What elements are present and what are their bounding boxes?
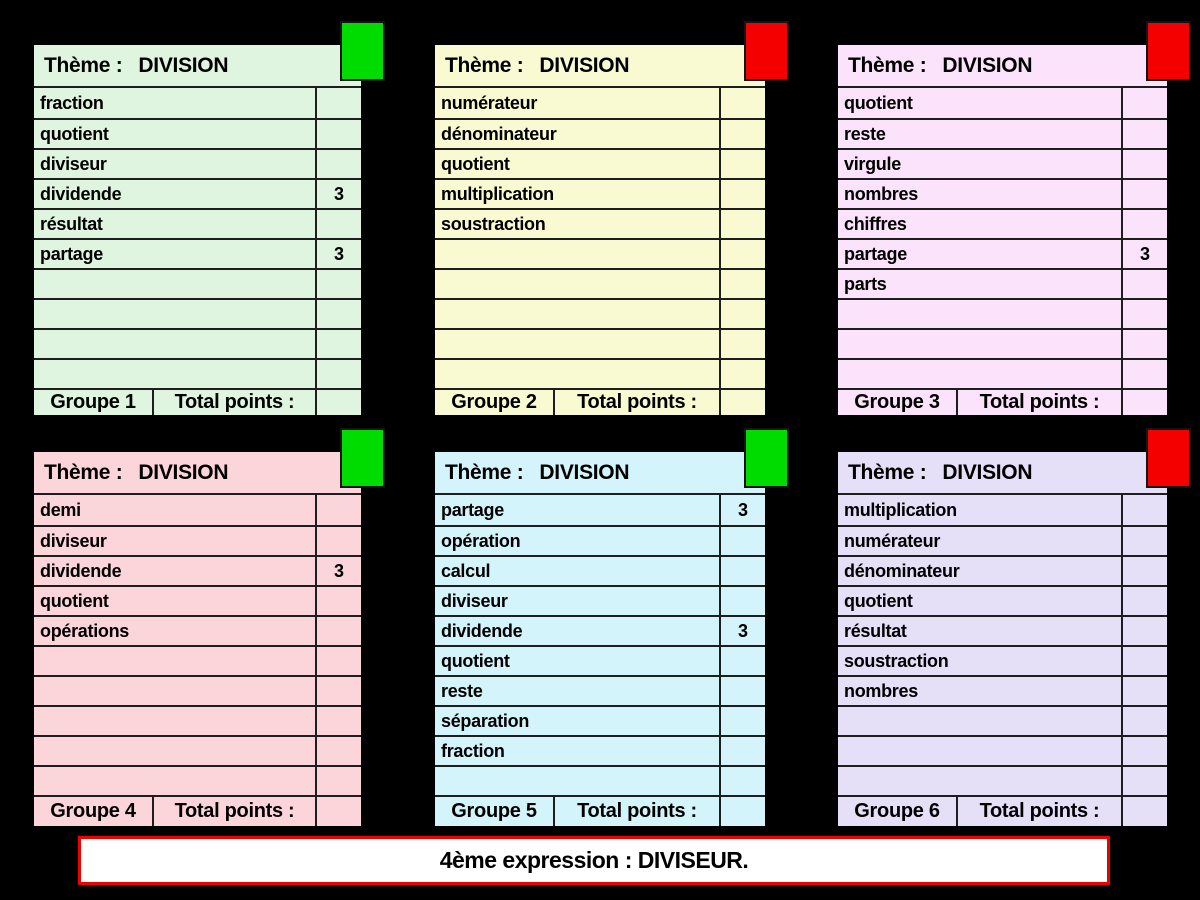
table-row [838, 268, 1167, 298]
table-row [34, 358, 361, 388]
points-cell [719, 270, 765, 298]
word-cell [435, 767, 719, 795]
word-cell: reste [441, 680, 483, 701]
word-rows [34, 495, 361, 795]
word-cell [435, 240, 719, 268]
table-row [838, 525, 1167, 555]
word-cell [838, 707, 1121, 735]
card-header [838, 452, 1167, 495]
word-cell: soustraction [844, 650, 949, 671]
points-cell [1121, 120, 1167, 148]
points-cell [719, 737, 765, 765]
total-points-label: Total points : [152, 390, 315, 415]
points-cell [719, 150, 765, 178]
word-cell: opérations [40, 620, 130, 641]
group-card [435, 45, 765, 415]
table-row [838, 765, 1167, 795]
word-cell: partage [441, 499, 504, 520]
table-row [34, 148, 361, 178]
table-row [838, 495, 1167, 525]
points-cell [719, 360, 765, 388]
points-cell [315, 587, 361, 615]
word-cell [34, 677, 315, 705]
table-row [838, 148, 1167, 178]
points-cell [1121, 527, 1167, 555]
status-square [744, 428, 789, 488]
card-header [435, 452, 765, 495]
table-row [34, 735, 361, 765]
word-cell: résultat [40, 213, 103, 234]
table-row [34, 645, 361, 675]
points-cell [315, 120, 361, 148]
word-cell [34, 300, 315, 328]
table-row [435, 358, 765, 388]
group-card [435, 452, 765, 826]
word-rows [838, 88, 1167, 388]
word-cell: numérateur [441, 92, 538, 113]
total-points-value [315, 797, 361, 826]
word-cell: calcul [441, 560, 491, 581]
total-points-label: Total points : [956, 390, 1121, 415]
points-cell: 3 [1121, 240, 1167, 268]
points-cell [1121, 707, 1167, 735]
table-row [34, 268, 361, 298]
theme-label: Thème : [848, 460, 927, 484]
group-card [838, 45, 1167, 415]
points-cell [719, 330, 765, 358]
word-cell: multiplication [441, 183, 554, 204]
word-cell: chiffres [844, 213, 907, 234]
table-row [435, 268, 765, 298]
table-row [34, 88, 361, 118]
table-row [435, 208, 765, 238]
points-cell [719, 557, 765, 585]
word-cell: opération [441, 530, 521, 551]
table-row [435, 705, 765, 735]
word-cell: soustraction [441, 213, 546, 234]
points-cell [719, 587, 765, 615]
table-row [34, 765, 361, 795]
table-row [838, 735, 1167, 765]
word-cell [34, 707, 315, 735]
word-cell: diviseur [40, 153, 107, 174]
table-row [34, 178, 361, 208]
theme-value: DIVISION [138, 460, 229, 484]
group-card [34, 45, 361, 415]
points-cell [719, 240, 765, 268]
points-cell [719, 707, 765, 735]
table-row [435, 555, 765, 585]
points-cell [1121, 330, 1167, 358]
total-points-label: Total points : [956, 797, 1121, 826]
points-cell [1121, 587, 1167, 615]
theme-value: DIVISION [942, 53, 1033, 77]
points-cell: 3 [315, 240, 361, 268]
expression-banner [78, 836, 1110, 885]
table-row [435, 328, 765, 358]
table-row [34, 208, 361, 238]
theme-label: Thème : [44, 53, 123, 77]
table-row [435, 525, 765, 555]
table-row [838, 705, 1167, 735]
points-cell [315, 495, 361, 525]
group-card [838, 452, 1167, 826]
group-name: Groupe 4 [50, 800, 136, 822]
points-cell [1121, 270, 1167, 298]
word-cell [435, 330, 719, 358]
points-cell [1121, 557, 1167, 585]
table-row [838, 118, 1167, 148]
table-row [435, 118, 765, 148]
total-points-label: Total points : [553, 390, 719, 415]
word-cell [435, 300, 719, 328]
table-row [435, 735, 765, 765]
table-row [435, 675, 765, 705]
points-cell [1121, 495, 1167, 525]
theme-value: DIVISION [539, 53, 630, 77]
points-cell [719, 210, 765, 238]
word-cell: parts [844, 273, 887, 294]
word-cell [34, 737, 315, 765]
card-footer [34, 388, 361, 415]
table-row [34, 238, 361, 268]
status-square [744, 21, 789, 81]
word-cell [838, 767, 1121, 795]
points-cell [719, 767, 765, 795]
points-cell [315, 527, 361, 555]
status-square [340, 428, 385, 488]
word-cell: quotient [40, 123, 109, 144]
points-cell [1121, 737, 1167, 765]
points-cell: 3 [315, 557, 361, 585]
word-cell: partage [844, 243, 907, 264]
word-cell: quotient [441, 650, 510, 671]
total-points-value [719, 797, 765, 826]
word-cell [838, 737, 1121, 765]
word-cell: nombres [844, 680, 918, 701]
theme-label: Thème : [848, 53, 927, 77]
word-cell: virgule [844, 153, 901, 174]
table-row [435, 765, 765, 795]
points-cell [719, 647, 765, 675]
status-square [1146, 428, 1191, 488]
table-row [838, 208, 1167, 238]
word-cell [34, 330, 315, 358]
word-cell: nombres [844, 183, 918, 204]
table-row [435, 615, 765, 645]
table-row [435, 495, 765, 525]
card-header [435, 45, 765, 88]
points-cell [719, 300, 765, 328]
points-cell [1121, 647, 1167, 675]
word-rows [838, 495, 1167, 795]
word-cell: dividende [441, 620, 523, 641]
card-footer [838, 388, 1167, 415]
table-row [34, 525, 361, 555]
group-card [34, 452, 361, 826]
table-row [34, 615, 361, 645]
card-header [838, 45, 1167, 88]
points-cell [315, 88, 361, 118]
theme-label: Thème : [44, 460, 123, 484]
word-cell: fraction [441, 740, 505, 761]
table-row [435, 585, 765, 615]
points-cell [719, 120, 765, 148]
points-cell [315, 737, 361, 765]
word-cell [435, 360, 719, 388]
points-cell [719, 88, 765, 118]
points-cell [315, 617, 361, 645]
word-rows [435, 495, 765, 795]
word-cell: quotient [40, 590, 109, 611]
table-row [838, 358, 1167, 388]
word-cell: partage [40, 243, 103, 264]
word-cell: quotient [441, 153, 510, 174]
word-cell: résultat [844, 620, 907, 641]
points-cell [315, 767, 361, 795]
points-cell [315, 330, 361, 358]
total-points-value [315, 390, 361, 415]
word-cell: reste [844, 123, 886, 144]
card-header [34, 452, 361, 495]
table-row [435, 645, 765, 675]
points-cell [1121, 360, 1167, 388]
points-cell [1121, 210, 1167, 238]
theme-value: DIVISION [138, 53, 229, 77]
table-row [34, 675, 361, 705]
card-footer [435, 388, 765, 415]
theme-label: Thème : [445, 53, 524, 77]
table-row [435, 148, 765, 178]
table-row [838, 178, 1167, 208]
points-cell: 3 [315, 180, 361, 208]
word-cell [838, 360, 1121, 388]
table-row [838, 328, 1167, 358]
group-name: Groupe 3 [854, 391, 940, 413]
table-row [34, 328, 361, 358]
points-cell [315, 707, 361, 735]
word-cell: dénominateur [844, 560, 960, 581]
word-cell: séparation [441, 710, 530, 731]
theme-label: Thème : [445, 460, 524, 484]
word-rows [34, 88, 361, 388]
card-footer [34, 795, 361, 826]
group-name: Groupe 2 [451, 391, 537, 413]
word-cell: dénominateur [441, 123, 557, 144]
word-cell: diviseur [40, 530, 107, 551]
word-cell [34, 647, 315, 675]
status-square [340, 21, 385, 81]
table-row [838, 615, 1167, 645]
table-row [435, 88, 765, 118]
table-row [34, 495, 361, 525]
group-name: Groupe 6 [854, 800, 940, 822]
group-name: Groupe 1 [50, 391, 136, 413]
table-row [838, 645, 1167, 675]
total-points-label: Total points : [553, 797, 719, 826]
table-row [34, 298, 361, 328]
card-footer [838, 795, 1167, 826]
expression-text: 4ème expression : DIVISEUR. [439, 847, 749, 873]
word-rows [435, 88, 765, 388]
points-cell: 3 [719, 495, 765, 525]
table-row [838, 585, 1167, 615]
table-row [34, 555, 361, 585]
table-row [34, 118, 361, 148]
theme-value: DIVISION [942, 460, 1033, 484]
word-cell [838, 330, 1121, 358]
points-cell [1121, 300, 1167, 328]
table-row [435, 178, 765, 208]
word-cell [34, 270, 315, 298]
points-cell [315, 300, 361, 328]
word-cell: dividende [40, 183, 122, 204]
status-square [1146, 21, 1191, 81]
table-row [838, 88, 1167, 118]
points-cell [315, 150, 361, 178]
word-cell: diviseur [441, 590, 508, 611]
points-cell [719, 677, 765, 705]
total-points-value [719, 390, 765, 415]
points-cell [1121, 150, 1167, 178]
points-cell [1121, 767, 1167, 795]
points-cell [1121, 88, 1167, 118]
table-row [435, 298, 765, 328]
table-row [838, 675, 1167, 705]
word-cell: multiplication [844, 499, 957, 520]
word-cell: demi [40, 499, 81, 520]
points-cell [315, 210, 361, 238]
points-cell [315, 270, 361, 298]
table-row [838, 298, 1167, 328]
points-cell [315, 647, 361, 675]
card-footer [435, 795, 765, 826]
table-row [838, 238, 1167, 268]
points-cell [1121, 180, 1167, 208]
points-cell [315, 360, 361, 388]
group-name: Groupe 5 [451, 800, 537, 822]
total-points-label: Total points : [152, 797, 315, 826]
total-points-value [1121, 797, 1167, 826]
points-cell [719, 527, 765, 555]
table-row [838, 555, 1167, 585]
points-cell [1121, 677, 1167, 705]
card-header [34, 45, 361, 88]
word-cell: fraction [40, 92, 104, 113]
word-cell [34, 767, 315, 795]
word-cell: quotient [844, 590, 913, 611]
total-points-value [1121, 390, 1167, 415]
word-cell [435, 270, 719, 298]
table-row [34, 585, 361, 615]
word-cell [34, 360, 315, 388]
points-cell [719, 180, 765, 208]
table-row [34, 705, 361, 735]
points-cell [315, 677, 361, 705]
points-cell: 3 [719, 617, 765, 645]
word-cell: quotient [844, 92, 913, 113]
word-cell: dividende [40, 560, 122, 581]
word-cell: numérateur [844, 530, 941, 551]
theme-value: DIVISION [539, 460, 630, 484]
points-cell [1121, 617, 1167, 645]
word-cell [838, 300, 1121, 328]
table-row [435, 238, 765, 268]
